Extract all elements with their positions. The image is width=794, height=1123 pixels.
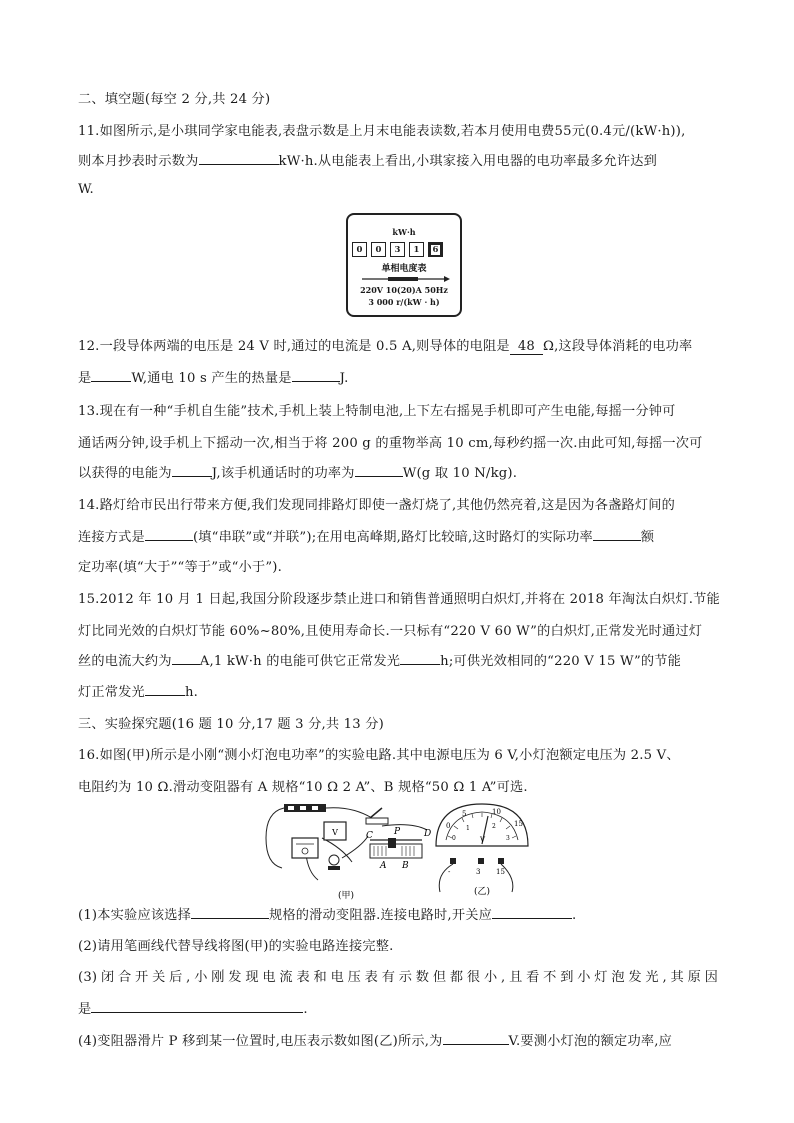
q15-text-e: h. (184, 685, 199, 700)
energy-meter-figure (346, 213, 462, 317)
question-16-part3-cont (78, 998, 308, 1017)
question-15-line1: 15.2012 年 10 月 1 日起,我国分阶段逐步禁止进口和销售普通照明白炽灯,并将在 2018 年淘汰白炽灯.节能 (78, 592, 720, 607)
meter-digit-1: 0 (352, 242, 367, 257)
q16-blank-rheostat[interactable] (191, 904, 269, 919)
scale-inner-2: 2 (492, 823, 496, 830)
switch-icon (366, 818, 388, 824)
section-title-fill-in: 二、填空题(每空 2 分,共 24 分) (78, 92, 271, 107)
voltmeter-label: V (332, 828, 338, 837)
question-16-part1 (78, 904, 576, 923)
voltmeter-dial-yi (432, 800, 532, 904)
question-14-line3: 定功率(填“大于”“等于”或“小于”). (78, 560, 282, 575)
scale-outer-5: 5 (462, 810, 467, 818)
q15-blank-hours[interactable] (400, 650, 440, 665)
q16-p1-text-b: 规格的滑动变阻器.连接电路时,开关应 (269, 908, 492, 923)
question-15-line3 (78, 650, 681, 669)
q12-text-a: 12.一段导体两端的电压是 24 V 时,通过的电流是 0.5 A,则导体的电阻是 (78, 339, 510, 354)
circuit-diagram-jia (262, 798, 442, 902)
label-D: D (424, 829, 432, 839)
question-11-line2 (78, 150, 657, 169)
q16-blank-reason[interactable] (91, 998, 303, 1013)
q16-p1-text-a: (1)本实验应该选择 (78, 908, 191, 923)
q11-blank-1[interactable] (199, 150, 279, 165)
q11-text-a: 则本月抄表时示数为 (78, 154, 199, 169)
question-13-line2: 通话两分钟,设手机上下摇动一次,相当于将 200 g 的重物举高 10 cm,每秒约摇一次.由此可知,每摇一次可 (78, 436, 703, 451)
q14-blank-connection[interactable] (145, 526, 193, 541)
question-15-line4 (78, 681, 198, 700)
meter-digit-5 (428, 242, 443, 257)
q14-blank-compare[interactable] (593, 526, 641, 541)
bulb-icon (329, 855, 339, 865)
q13-blank-energy[interactable] (172, 462, 212, 477)
q12-text-c: 是 (78, 371, 92, 386)
meter-name: 单相电度表 (381, 264, 427, 274)
meter-rotor-icon (348, 274, 460, 284)
question-11-line3: W. (78, 182, 94, 197)
q13-text-a: 以获得的电能为 (78, 466, 172, 481)
question-14-line1: 14.路灯给市民出行带来方便,我们发现同排路灯即使一盏灯烧了,其他仍然亮着,这是因为各盏路灯间的 (78, 498, 676, 513)
question-12-line2 (78, 367, 349, 386)
scale-inner-0: 0 (452, 835, 456, 842)
q16-blank-switch[interactable] (492, 904, 572, 919)
q15-text-d: 灯正常发光 (78, 685, 145, 700)
question-12-line1 (78, 335, 692, 354)
terminal-minus (450, 858, 456, 864)
scale-outer-10: 10 (492, 808, 501, 816)
label-B: B (402, 861, 409, 871)
q14-text-b: (填“串联”或“并联”);在用电高峰期,路灯比较暗,这时路灯的实际功率 (192, 530, 593, 545)
q16-p3-text-a: 是 (78, 1002, 92, 1017)
meter-rev: 3 000 r/(kW · h) (368, 297, 440, 307)
q14-text-c: 额 (640, 530, 655, 545)
q16-p1-text-c: . (571, 908, 577, 923)
terminal-3 (478, 858, 484, 864)
meter-spec: 220V 10(20)A 50Hz (360, 285, 448, 295)
meter-digits (352, 242, 443, 257)
q16-p4-text-a: (4)变阻器滑片 P 移到某一位置时,电压表示数如图(乙)所示,为 (78, 1034, 443, 1049)
q15-text-a: 丝的电流大约为 (78, 654, 172, 669)
meter-unit: kW·h (392, 227, 416, 237)
terminal-15-label: 15 (496, 868, 505, 876)
q12-text-d: W,通电 10 s 产生的热量是 (131, 371, 292, 386)
q16-p3-text-b: . (303, 1002, 308, 1017)
question-11-line1: 11.如图所示,是小琪同学家电能表,表盘示数是上月末电能表读数,若本月使用电费55元(0.4元/(kW·h)), (78, 124, 686, 139)
terminal-15 (498, 858, 504, 864)
scale-outer-15: 15 (514, 820, 523, 828)
caption-jia: (甲) (337, 891, 355, 901)
q15-blank-hours-2[interactable] (145, 681, 185, 696)
q12-text-e: J. (339, 371, 349, 386)
label-P: P (394, 827, 401, 837)
question-16-part3: (3)闭合开关后,小刚发现电流表和电压表有示数但都很小,且看不到小灯泡发光,其原因 (78, 970, 718, 985)
dial-V-label: V (480, 836, 486, 844)
question-16-part2: (2)请用笔画线代替导线将图(甲)的实验电路连接完整. (78, 939, 394, 954)
q16-p4-text-b: V.要测小灯泡的额定功率,应 (508, 1034, 672, 1049)
terminal-3-label: 3 (476, 868, 481, 876)
scale-inner-3: 3 (506, 835, 510, 842)
q13-blank-power[interactable] (355, 462, 403, 477)
question-13-line3 (78, 462, 517, 481)
question-14-line2 (78, 526, 654, 545)
q15-blank-current[interactable] (172, 650, 200, 665)
section-title-experiment: 三、实验探究题(16 题 10 分,17 题 3 分,共 13 分) (78, 717, 384, 732)
caption-yi: (乙) (473, 887, 491, 897)
scale-outer-0: 0 (446, 822, 451, 830)
q12-text-b: Ω,这段导体消耗的电功率 (543, 339, 693, 354)
question-16-line1: 16.如图(甲)所示是小刚“测小灯泡电功率”的实验电路.其中电源电压为 6 V,小灯泡额定电压为 2.5 V、 (78, 748, 680, 763)
meter-digit-4: 1 (409, 242, 424, 257)
label-C: C (366, 831, 373, 841)
q13-text-b: J,该手机通话时的功率为 (211, 466, 355, 481)
q16-blank-voltage[interactable] (443, 1030, 509, 1045)
q12-answer: 48 (510, 339, 543, 355)
q14-text-a: 连接方式是 (78, 530, 145, 545)
label-A: A (380, 861, 387, 871)
question-16-line2: 电阻约为 10 Ω.滑动变阻器有 A 规格“10 Ω 2 A”、B 规格“50 Ω 1 A”可选. (78, 780, 528, 795)
question-13-line1: 13.现在有一种“手机自生能”技术,手机上装上特制电池,上下左右摇晃手机即可产生电能,每摇一分钟可 (78, 404, 676, 419)
terminal-minus-label: - (448, 868, 451, 876)
q12-blank-heat[interactable] (292, 367, 340, 382)
meter-digit-5-value: 6 (432, 244, 439, 255)
question-15-line2: 灯比同光效的白炽灯节能 60%~80%,且使用寿命长.一只标有“220 V 60 W”的白炽灯,正常发光时通过灯 (78, 624, 703, 639)
q13-text-c: W(g 取 10 N/kg). (402, 466, 518, 481)
q15-text-b: A,1 kW·h 的电能可供它正常发光 (199, 654, 401, 669)
q11-text-b: kW·h.从电能表上看出,小琪家接入用电器的电功率最多允许达到 (278, 154, 657, 169)
q15-text-c: h;可供光效相同的“220 V 15 W”的节能 (440, 654, 682, 669)
question-16-part4 (78, 1030, 672, 1049)
meter-digit-2: 0 (371, 242, 386, 257)
meter-digit-3: 3 (390, 242, 405, 257)
q12-blank-power[interactable] (91, 367, 131, 382)
scale-inner-1: 1 (466, 825, 470, 832)
